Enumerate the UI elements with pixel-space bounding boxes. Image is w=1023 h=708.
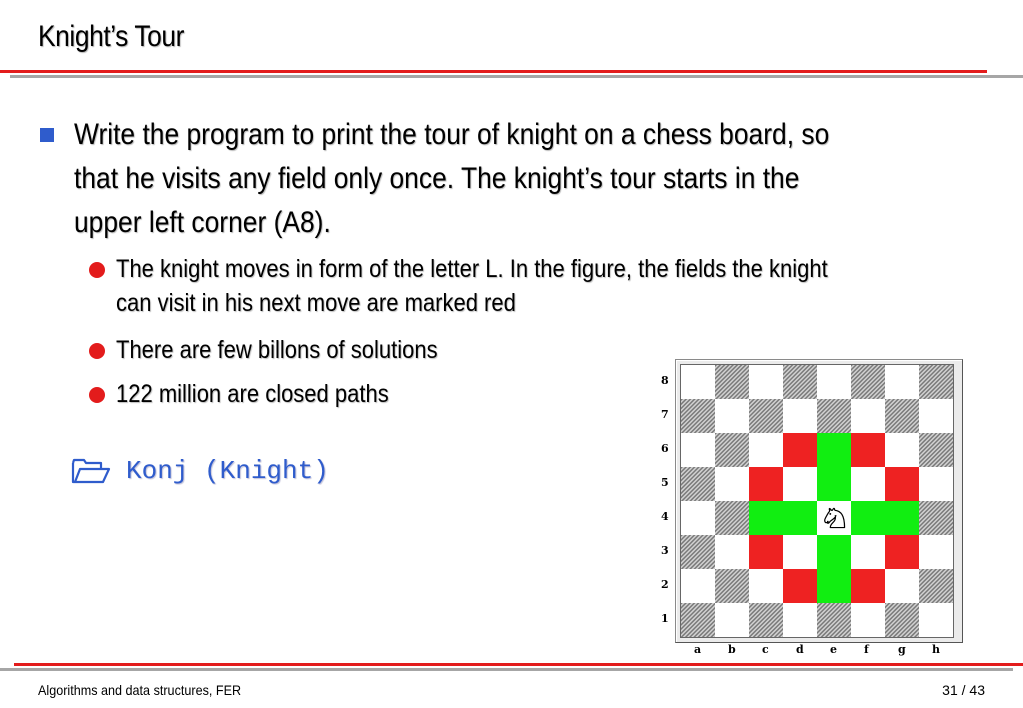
square-e3 (817, 535, 851, 569)
square-h3 (919, 535, 953, 569)
square-g1 (885, 603, 919, 637)
square-d1 (783, 603, 817, 637)
header-rule-gray (10, 75, 1023, 78)
link-text[interactable]: Konj (Knight) (126, 456, 329, 486)
square-c2 (749, 569, 783, 603)
square-f4 (851, 501, 885, 535)
square-a7 (681, 399, 715, 433)
sub-bullet-line: There are few billons of solutions (116, 336, 438, 364)
square-b7 (715, 399, 749, 433)
square-g5 (885, 467, 919, 501)
square-g4 (885, 501, 919, 535)
header-rule-red (0, 70, 987, 73)
square-g7 (885, 399, 919, 433)
red-dot-bullet-icon (89, 387, 105, 403)
square-b8 (715, 365, 749, 399)
square-b2 (715, 569, 749, 603)
square-b4 (715, 501, 749, 535)
square-b1 (715, 603, 749, 637)
square-d2 (783, 569, 817, 603)
square-b3 (715, 535, 749, 569)
square-e2 (817, 569, 851, 603)
file-label: f (864, 643, 869, 656)
square-a3 (681, 535, 715, 569)
square-h5 (919, 467, 953, 501)
square-c7 (749, 399, 783, 433)
square-d8 (783, 365, 817, 399)
footer-page-number: 31 / 43 (942, 682, 985, 698)
folder-icon (70, 457, 112, 485)
square-c6 (749, 433, 783, 467)
slide-title: Knight’s Tour (38, 20, 184, 53)
main-bullet-line: Write the program to print the tour of knight on a chess board, so (74, 118, 830, 151)
square-a1 (681, 603, 715, 637)
sub-bullet-line: can visit in his next move are marked red (116, 289, 516, 317)
footer-rule-gray (0, 668, 1013, 671)
square-c8 (749, 365, 783, 399)
rank-label: 7 (661, 408, 669, 421)
file-label: e (830, 643, 837, 656)
rank-label: 6 (661, 442, 669, 455)
square-bullet-icon (40, 128, 54, 142)
footer-course: Algorithms and data structures, FER (38, 682, 242, 698)
knight-program-link[interactable] (70, 456, 329, 486)
square-a4 (681, 501, 715, 535)
square-c4 (749, 501, 783, 535)
square-d6 (783, 433, 817, 467)
red-dot-bullet-icon (89, 262, 105, 278)
square-g8 (885, 365, 919, 399)
file-label: g (898, 643, 906, 656)
rank-label: 5 (661, 476, 669, 489)
square-a6 (681, 433, 715, 467)
chessboard-svg (681, 365, 953, 637)
square-f1 (851, 603, 885, 637)
square-h8 (919, 365, 953, 399)
square-d3 (783, 535, 817, 569)
file-label: c (762, 643, 769, 656)
rank-label: 3 (661, 544, 669, 557)
square-g6 (885, 433, 919, 467)
square-h1 (919, 603, 953, 637)
sub-bullet-line: 122 million are closed paths (116, 380, 389, 408)
main-bullet-text (74, 113, 963, 245)
square-c5 (749, 467, 783, 501)
square-h2 (919, 569, 953, 603)
square-g2 (885, 569, 919, 603)
rank-label: 4 (661, 510, 669, 523)
square-h6 (919, 433, 953, 467)
square-e5 (817, 467, 851, 501)
square-a2 (681, 569, 715, 603)
footer-rule-red (14, 663, 1023, 666)
square-c3 (749, 535, 783, 569)
main-bullet-line: upper left corner (A8). (74, 206, 331, 239)
file-label: b (728, 643, 736, 656)
square-f2 (851, 569, 885, 603)
square-d5 (783, 467, 817, 501)
main-bullet-line: that he visits any field only once. The knight’s tour starts in the (74, 162, 800, 195)
rank-label: 8 (661, 374, 669, 387)
square-e6 (817, 433, 851, 467)
rank-label: 2 (661, 578, 669, 591)
file-label: d (796, 643, 804, 656)
square-b6 (715, 433, 749, 467)
red-dot-bullet-icon (89, 343, 105, 359)
square-e8 (817, 365, 851, 399)
square-c1 (749, 603, 783, 637)
file-label: a (694, 643, 702, 656)
square-f6 (851, 433, 885, 467)
sub-bullet-line: The knight moves in form of the letter L. In the figure, the fields the knight (116, 255, 828, 283)
sub-bullet-1 (116, 252, 1005, 320)
square-h7 (919, 399, 953, 433)
square-f7 (851, 399, 885, 433)
square-g3 (885, 535, 919, 569)
file-label: h (932, 643, 940, 656)
square-e7 (817, 399, 851, 433)
square-h4 (919, 501, 953, 535)
square-d4 (783, 501, 817, 535)
chessboard (680, 364, 954, 638)
square-f3 (851, 535, 885, 569)
square-b5 (715, 467, 749, 501)
rank-label: 1 (661, 612, 669, 625)
square-d7 (783, 399, 817, 433)
square-e1 (817, 603, 851, 637)
square-f5 (851, 467, 885, 501)
square-a5 (681, 467, 715, 501)
square-f8 (851, 365, 885, 399)
square-a8 (681, 365, 715, 399)
